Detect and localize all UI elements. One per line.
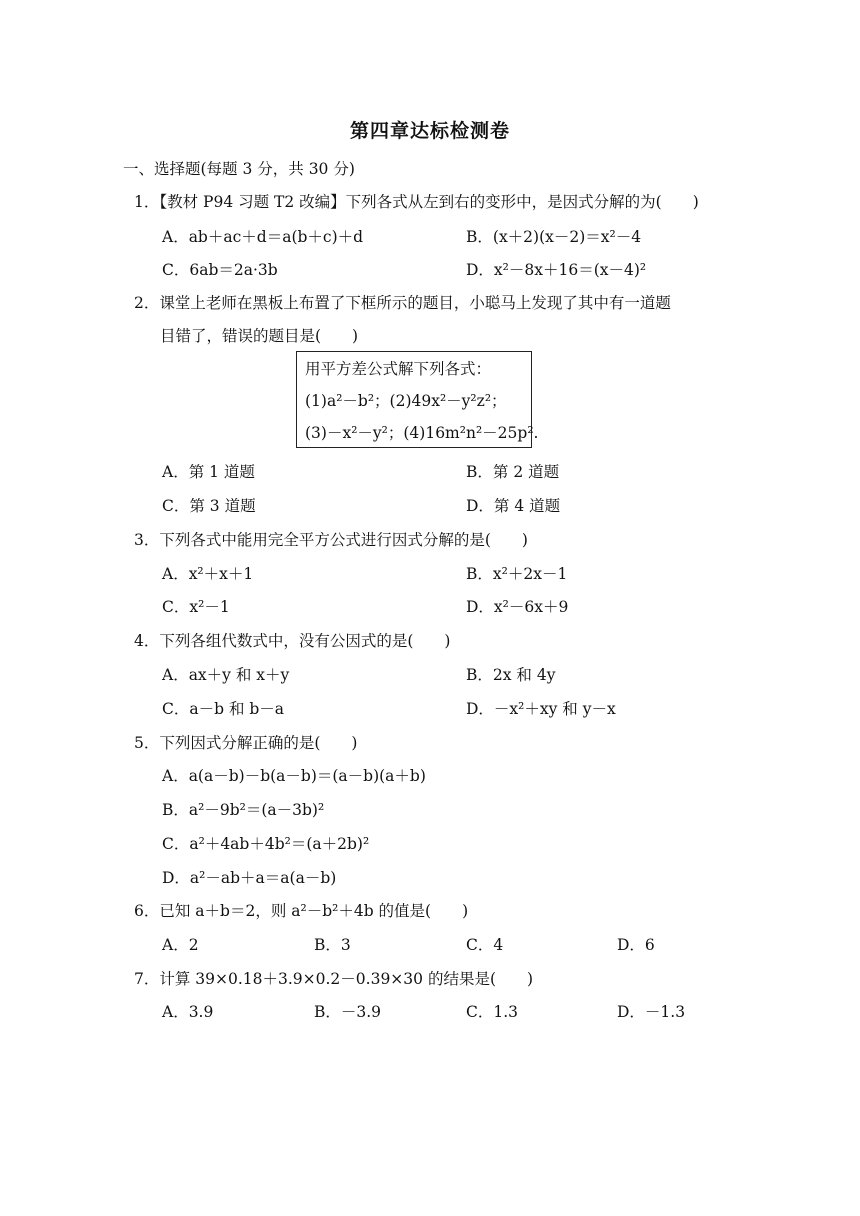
box-line-3: (3)－x²－y²；(4)16m²n²－25p². — [305, 424, 539, 442]
question-7-option-d: D．－1.3 — [617, 1003, 686, 1021]
question-1-option-c: C．6ab＝2a·3b — [162, 261, 278, 279]
question-5-option-b: B．a²－9b²＝(a－3b)² — [162, 801, 325, 819]
question-5-option-d: D．a²－ab＋a＝a(a－b) — [162, 869, 337, 887]
question-1-stem: 1．【教材 P94 习题 T2 改编】下列各式从左到右的变形中，是因式分解的为( ) — [134, 193, 699, 211]
question-7-option-a: A．3.9 — [162, 1003, 214, 1021]
question-3-option-a: A．x²＋x＋1 — [162, 565, 254, 583]
question-4-option-a: A．ax＋y 和 x＋y — [162, 666, 290, 684]
question-6-option-c: C．4 — [466, 936, 504, 954]
question-1-option-a: A．ab＋ac＋d＝a(b＋c)＋d — [162, 228, 364, 246]
question-6-stem: 6．已知 a＋b＝2，则 a²－b²＋4b 的值是( ) — [134, 902, 469, 920]
question-7-option-b: B．－3.9 — [314, 1003, 382, 1021]
question-2-option-c: C．第 3 道题 — [162, 497, 256, 515]
question-4-stem: 4．下列各组代数式中，没有公因式的是( ) — [134, 632, 451, 650]
question-6-option-b: B．3 — [314, 936, 351, 954]
question-4-option-d: D．－x²＋xy 和 y－x — [466, 700, 616, 718]
question-3-option-d: D．x²－6x＋9 — [466, 598, 569, 616]
question-2-stem-continued: 目错了，错误的题目是( ) — [160, 327, 359, 345]
question-3-option-b: B．x²＋2x－1 — [466, 565, 568, 583]
question-5-option-a: A．a(a－b)－b(a－b)＝(a－b)(a＋b) — [162, 767, 426, 785]
question-2-option-d: D．第 4 道题 — [466, 497, 561, 515]
question-3-stem: 3．下列各式中能用完全平方公式进行因式分解的是( ) — [134, 531, 528, 549]
question-2-option-b: B．第 2 道题 — [466, 463, 560, 481]
question-2-option-a: A．第 1 道题 — [162, 463, 255, 481]
question-1-option-d: D．x²－8x＋16＝(x－4)² — [466, 261, 647, 279]
section-heading: 一、选择题(每题 3 分，共 30 分) — [123, 160, 355, 178]
question-4-option-c: C．a－b 和 b－a — [162, 700, 285, 718]
question-6-option-d: D．6 — [617, 936, 655, 954]
question-7-stem: 7．计算 39×0.18＋3.9×0.2－0.39×30 的结果是( ) — [134, 970, 534, 988]
question-3-option-c: C．x²－1 — [162, 598, 230, 616]
page-title: 第四章达标检测卷 — [349, 120, 510, 142]
box-line-2: (1)a²－b²；(2)49x²－y²z²； — [305, 392, 507, 410]
question-4-option-b: B．2x 和 4y — [466, 666, 556, 684]
question-2-stem: 2．课堂上老师在黑板上布置了下框所示的题目，小聪马上发现了其中有一道题 — [134, 294, 671, 312]
question-2-problem-box — [296, 351, 539, 448]
question-1-option-b: B．(x＋2)(x－2)＝x²－4 — [466, 228, 642, 246]
box-line-1: 用平方差公式解下列各式： — [305, 360, 492, 378]
question-5-option-c: C．a²＋4ab＋4b²＝(a＋2b)² — [162, 835, 370, 853]
question-7-option-c: C．1.3 — [466, 1003, 519, 1021]
question-6-option-a: A．2 — [162, 936, 199, 954]
question-5-stem: 5．下列因式分解正确的是( ) — [134, 734, 358, 752]
